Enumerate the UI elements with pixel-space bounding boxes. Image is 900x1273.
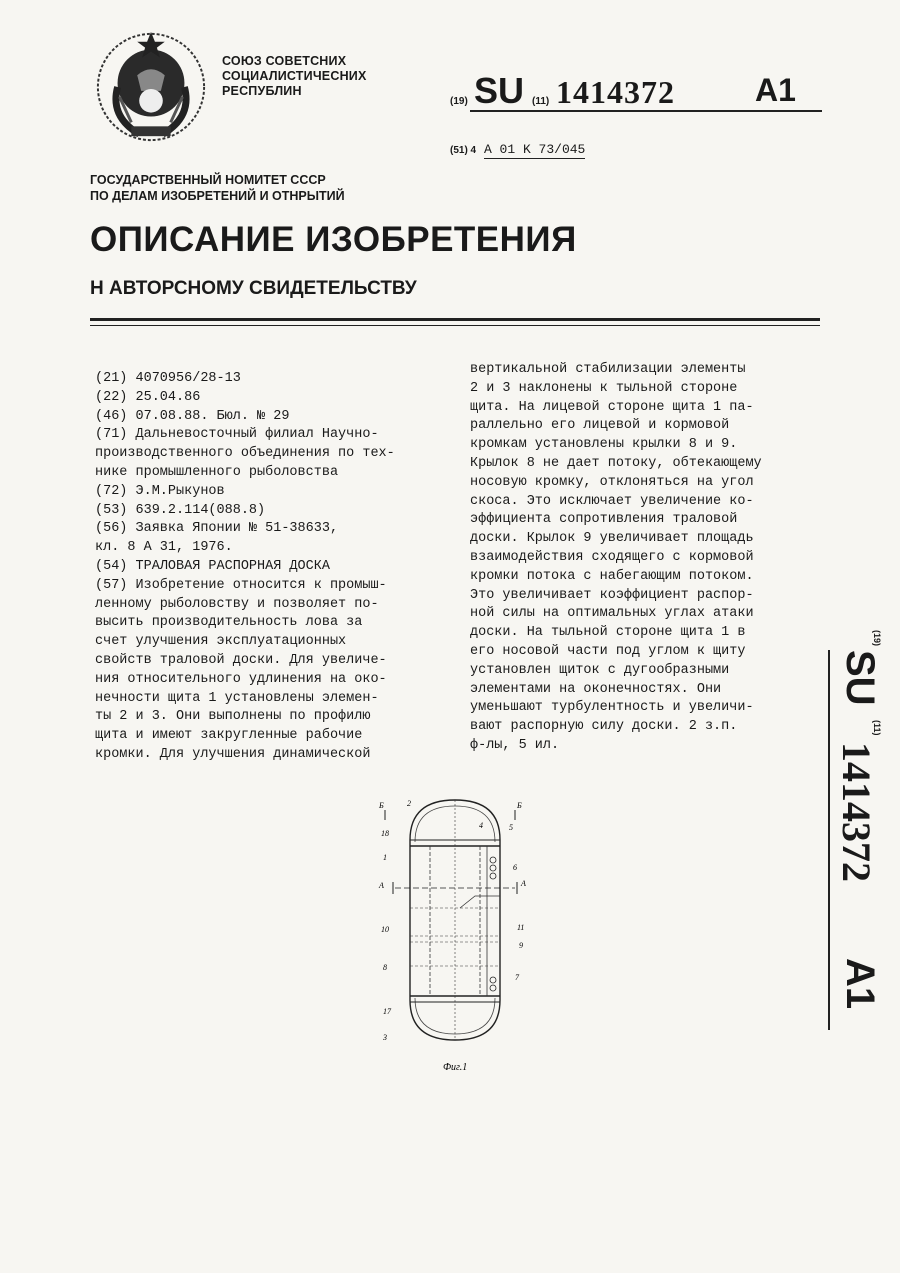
ipc-classification — [450, 142, 585, 159]
figure-label: 3 — [383, 1033, 387, 1042]
figure-label: 18 — [381, 829, 389, 838]
text-line: скоса. Это исключает увеличение ко- — [470, 493, 754, 509]
text-line: установлен щиток с дугообразными — [470, 662, 730, 678]
header-rule — [90, 318, 820, 321]
text-line: кромкам установлены крылки 8 и 9. — [470, 437, 738, 453]
text-line: вертикальной стабилизации элементы — [470, 362, 746, 377]
figure-label: 11 — [517, 923, 525, 932]
text-line: щита и имеют закругленные рабочие — [95, 728, 363, 744]
text-line: 2 и 3 наклонены к тыльной стороне — [470, 380, 738, 396]
patent-number: 1414372 — [834, 742, 879, 882]
text-line: носовую кромку, отклоняться на угол — [470, 474, 754, 490]
text-line: доски. На тыльной стороне щита 1 в — [470, 625, 746, 641]
figure-label: 9 — [519, 941, 523, 950]
text-line: (57) Изобретение относится к промыш- — [95, 577, 387, 593]
committee-line: ГОСУДАРСТВЕННЫЙ НОМИТЕТ СССР — [90, 173, 326, 187]
text-line: доски. Крылок 9 увеличивает площадь — [470, 531, 754, 547]
right-column — [470, 361, 815, 756]
text-line: кромки. Для улучшения динамической — [95, 746, 371, 762]
figure-label: 7 — [515, 973, 519, 982]
text-line: (54) ТРАЛОВАЯ РАСПОРНАЯ ДОСКА — [95, 558, 330, 574]
figure-1-drawing — [375, 790, 535, 1090]
code-19: (19) — [872, 630, 882, 647]
figure-label: 2 — [407, 799, 411, 808]
text-line: взаимодействия сходящего с кормовой — [470, 549, 754, 565]
union-line: СОЦИАЛИСТИЧЕСНИХ — [222, 69, 367, 83]
text-line: ты 2 и 3. Они выполнены по профилю — [95, 709, 371, 725]
text-line: (21) 4070956/28-13 — [95, 371, 241, 386]
text-line: вают распорную силу доски. 2 з.п. — [470, 719, 738, 735]
text-line: нечности щита 1 установлены элемен- — [95, 690, 379, 706]
text-line: ния относительного удлинения на око- — [95, 671, 387, 687]
header-rule — [90, 325, 820, 326]
ipc-code-label: (51) 4 — [450, 145, 477, 156]
figure-label: 4 — [479, 821, 483, 830]
vertical-patent-number — [818, 630, 882, 1030]
figure-label: 6 — [513, 863, 517, 872]
document-subtitle: Н АВТОРСНОМУ СВИДЕТЕЛЬСТВУ — [90, 278, 417, 299]
text-line: элементами на оконечностях. Они — [470, 681, 722, 697]
figure-caption: Фиг.1 — [443, 1062, 468, 1073]
committee-line: ПО ДЕЛАМ ИЗОБРЕТЕНИЙ И ОТНРЫТИЙ — [90, 189, 345, 203]
country-code: SU — [474, 70, 525, 111]
publication-number — [450, 70, 822, 112]
text-line: раллельно его лицевой и кормовой — [470, 418, 730, 434]
text-line: свойств траловой доски. Для увеличе- — [95, 652, 387, 668]
text-line: уменьшают турбулентность и увеличи- — [470, 700, 754, 716]
ipc-code: A 01 K 73/045 — [483, 142, 586, 157]
committee-name — [90, 172, 345, 204]
text-line: высить производительность лова за — [95, 615, 363, 631]
patent-kind: A1 — [838, 958, 882, 1010]
union-name — [222, 54, 367, 99]
text-line: ф-лы, 5 ил. — [470, 737, 560, 753]
text-line: нике промышленного рыболовства — [95, 464, 339, 480]
figure-label: Б — [517, 801, 522, 810]
union-line: СОЮЗ СОВЕТСНИХ — [222, 54, 347, 68]
text-line: Крылок 8 не дает потоку, обтекающему — [470, 455, 762, 471]
text-line: эффициента сопротивления траловой — [470, 512, 738, 528]
figure-label: 1 — [383, 853, 387, 862]
text-line: ленному рыболовству и позволяет по- — [95, 596, 379, 612]
code-11: (11) — [872, 720, 882, 736]
patent-number: 1414372 — [556, 74, 675, 110]
figure-label: 5 — [509, 823, 513, 832]
left-column — [95, 370, 440, 765]
text-line: кл. 8 А 31, 1976. — [95, 540, 233, 556]
patent-kind: A1 — [755, 72, 796, 108]
document-title: ОПИСАНИЕ ИЗОБРЕТЕНИЯ — [90, 220, 577, 259]
country-code: SU — [838, 650, 882, 706]
text-line: счет улучшения эксплуатационных — [95, 634, 347, 650]
figure-label: Б — [379, 801, 384, 810]
text-line: ной силы на оптимальных углах атаки — [470, 606, 754, 622]
text-line: (56) Заявка Японии № 51-38633, — [95, 521, 339, 537]
figure-label: А — [379, 881, 384, 890]
union-line: РЕСПУБЛИН — [222, 84, 302, 98]
figure-label: А — [521, 879, 526, 888]
text-line: Это увеличивает коэффициент распор- — [470, 587, 754, 603]
text-line: (46) 07.08.88. Бюл. № 29 — [95, 408, 290, 424]
code-19: (19) — [450, 96, 468, 107]
text-line: (22) 25.04.86 — [95, 389, 201, 405]
text-line: (72) Э.М.Рыкунов — [95, 483, 225, 499]
text-line: кромки потока с набегающим потоком. — [470, 568, 754, 584]
text-line: (53) 639.2.114(088.8) — [95, 502, 266, 518]
text-line: щита. На лицевой стороне щита 1 па- — [470, 399, 754, 415]
figure-label: 17 — [383, 1007, 391, 1016]
text-line: его носовой части под углом к щиту — [470, 643, 746, 659]
code-11: (11) — [532, 96, 550, 107]
figure-label: 8 — [383, 963, 387, 972]
figure-label: 10 — [381, 925, 389, 934]
text-line: производственного объединения по тех- — [95, 446, 395, 462]
text-line: (71) Дальневосточный филиал Научно- — [95, 427, 379, 443]
state-emblem-icon — [92, 28, 210, 146]
